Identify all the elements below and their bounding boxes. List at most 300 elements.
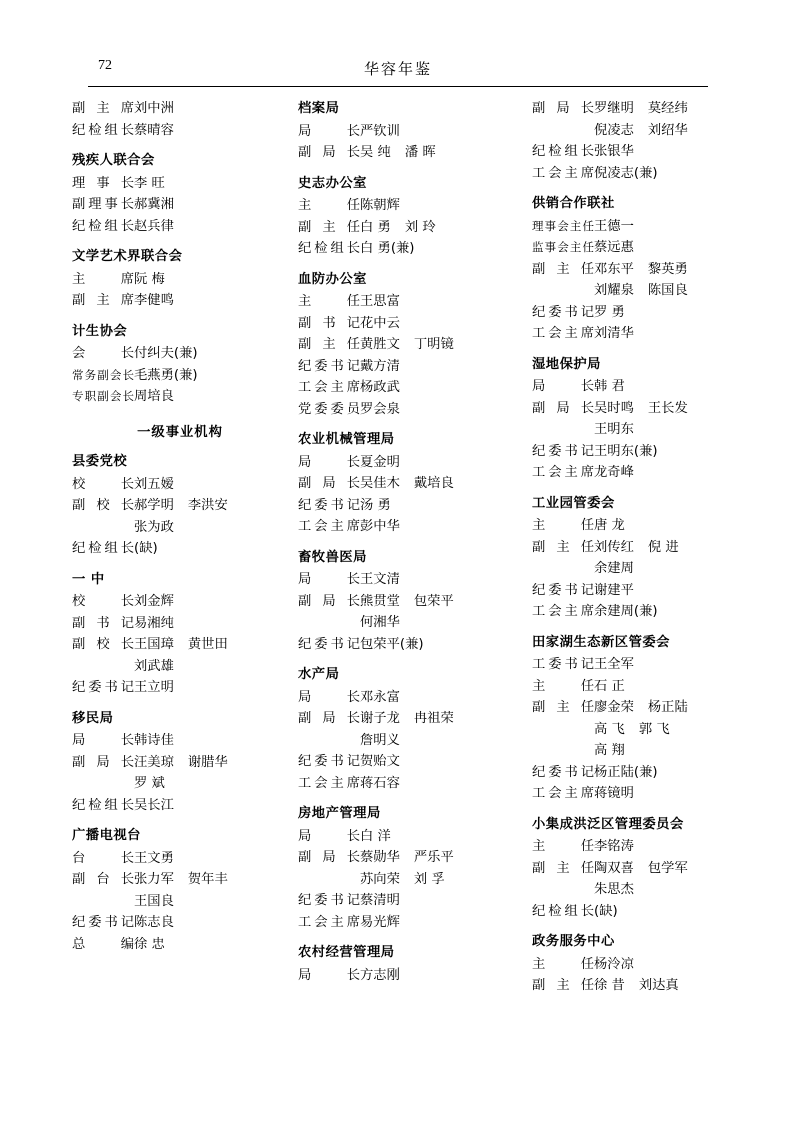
person-names	[134, 934, 288, 956]
directory-row	[298, 217, 514, 239]
person-names	[360, 826, 514, 848]
position-label: 副 书 记	[72, 615, 134, 631]
person-name: 包荣平	[413, 593, 454, 609]
person-name: 李洪安	[187, 498, 228, 513]
position-label: 副 主 任	[532, 261, 594, 277]
position-label: 副 主 任	[532, 978, 594, 993]
person-names	[360, 516, 514, 538]
directory-row	[532, 697, 748, 719]
position-label: 工 会 主 席	[532, 604, 594, 619]
person-names	[594, 398, 748, 420]
person-names	[134, 290, 288, 312]
person-names	[134, 869, 288, 891]
person-name: 蔡清明	[360, 893, 400, 908]
directory-row	[532, 398, 748, 420]
position-label: 主 任	[532, 678, 594, 694]
directory-row	[532, 237, 748, 259]
person-names	[594, 237, 748, 259]
directory-row	[298, 399, 514, 421]
person-name: 蒋石容	[360, 775, 400, 791]
position-label: 总 编	[72, 936, 134, 952]
person-name: 徐 昔	[594, 978, 625, 993]
directory-row	[532, 323, 748, 345]
person-names	[134, 795, 288, 817]
person-names	[134, 613, 288, 635]
person-name: 莫经纬	[647, 101, 688, 116]
person-names	[360, 687, 514, 709]
person-name: 花中云	[360, 315, 400, 331]
person-name: 王德一	[594, 218, 634, 234]
directory-row	[72, 173, 288, 195]
person-name: 阮 梅	[134, 271, 165, 287]
person-names	[594, 975, 748, 997]
person-name: 汤 勇	[360, 497, 391, 513]
person-name: 吴时鸣	[594, 400, 634, 416]
person-names	[594, 259, 748, 281]
position-label: 主 任	[298, 294, 360, 309]
person-name: 杨泠凉	[594, 956, 634, 972]
directory-row	[532, 462, 748, 484]
person-names	[134, 752, 288, 774]
directory-row	[298, 687, 514, 709]
person-name: 付纠夫(兼)	[134, 346, 198, 361]
person-names	[360, 356, 514, 378]
person-name: 陶双喜	[594, 860, 634, 876]
position-label: 副 理 事 长	[72, 197, 134, 212]
position-label: 局 长	[72, 733, 134, 748]
person-names	[594, 376, 748, 398]
person-name: 戴培良	[413, 476, 454, 491]
text-column-2	[288, 98, 514, 995]
person-name: 罗继明	[594, 101, 634, 116]
person-name: 刘 玲	[404, 219, 436, 235]
person-names	[134, 98, 288, 120]
position-label: 校 长	[72, 476, 134, 492]
person-names	[134, 194, 288, 216]
person-name: 谢腊华	[187, 754, 228, 770]
directory-row	[532, 740, 748, 762]
person-names	[134, 517, 288, 539]
organization-name: 县委党校	[72, 454, 128, 469]
book-title: 华容年鉴	[363, 60, 432, 78]
person-name: 毛燕勇(兼)	[134, 367, 198, 383]
position-label: 纪 检 组 长	[72, 122, 134, 138]
position-label: 主 席	[72, 271, 134, 287]
position-label: 局 长	[298, 967, 360, 983]
position-label: 局 长	[298, 454, 360, 470]
directory-row	[298, 773, 514, 795]
organization-block	[72, 150, 288, 237]
person-name: 朱思杰	[594, 882, 634, 897]
person-name: 王全军	[594, 657, 634, 672]
position-label: 工 会 主 席	[532, 165, 594, 181]
directory-row	[532, 98, 748, 120]
person-name: 龙奇峰	[594, 465, 634, 480]
person-names	[360, 473, 514, 495]
organization-block	[298, 547, 514, 656]
person-names	[134, 269, 288, 291]
directory-row	[532, 783, 748, 805]
position-label: 纪 检 组 长	[72, 797, 134, 813]
directory-row	[72, 869, 288, 891]
person-name: 郝学明	[134, 498, 174, 513]
person-names	[360, 612, 514, 634]
directory-row	[72, 634, 288, 656]
organization-name: 政务服务中心	[532, 934, 615, 949]
person-name: 王立明	[134, 680, 174, 695]
directory-row	[72, 290, 288, 312]
position-label: 校 长	[72, 594, 134, 609]
person-name: 韩诗佳	[134, 733, 174, 748]
position-label: 纪 检 组 长	[532, 903, 594, 919]
directory-row	[298, 291, 514, 313]
position-label: 副 书 记	[298, 315, 360, 331]
person-name: 罗 勇	[594, 304, 625, 320]
person-name: 严钦训	[360, 123, 400, 139]
directory-row	[72, 216, 288, 238]
organization-name: 房地产管理局	[298, 806, 381, 821]
person-name: 陈国良	[647, 283, 688, 298]
position-label: 纪 委 书 记	[532, 582, 594, 598]
person-name: 严乐平	[413, 850, 454, 865]
position-label: 纪 委 书 记	[532, 764, 594, 780]
directory-row	[298, 890, 514, 912]
person-name: 刘金辉	[134, 594, 174, 609]
person-name: 汪美琼	[134, 754, 174, 770]
person-names	[594, 280, 748, 302]
directory-row	[532, 836, 748, 858]
person-names	[594, 858, 748, 880]
position-label: 工 会 主 席	[298, 519, 360, 534]
directory-row	[298, 708, 514, 730]
person-name: 詹明义	[360, 732, 400, 748]
person-names	[360, 121, 514, 143]
position-label: 党 委 委 员	[298, 401, 360, 417]
position-label: 纪 委 书 记	[298, 754, 360, 769]
position-label: 副 主 任	[298, 219, 360, 235]
page-number: 72	[98, 58, 112, 73]
person-name: 廖金荣	[594, 700, 634, 715]
directory-row	[72, 474, 288, 496]
directory-row	[298, 195, 514, 217]
person-name: 刘中洲	[134, 101, 174, 116]
person-names	[360, 142, 514, 164]
person-name: 刘达真	[638, 978, 679, 993]
position-label: 副 主 任	[298, 337, 360, 352]
person-name: 苏向荣	[360, 871, 400, 887]
person-name: 戴方清	[360, 358, 400, 374]
person-name: 张为政	[134, 519, 174, 535]
person-name: 方志刚	[360, 967, 400, 983]
position-label: 工 会 主 席	[298, 380, 360, 395]
person-name: 黄世田	[187, 637, 228, 652]
position-label: 局 长	[532, 379, 594, 394]
person-names	[134, 365, 288, 387]
person-names	[594, 954, 748, 976]
organization-block	[72, 569, 288, 699]
directory-row	[532, 654, 748, 676]
position-label: 副 局 长	[532, 400, 594, 416]
person-name: 杨政武	[360, 380, 400, 395]
person-names	[594, 98, 748, 120]
directory-row	[298, 473, 514, 495]
person-name: 刘武雄	[134, 658, 174, 674]
person-names	[134, 343, 288, 365]
person-names	[594, 120, 748, 142]
person-name: 倪 进	[647, 539, 679, 555]
position-label: 纪 委 书 记	[72, 915, 134, 930]
person-name: 陈志良	[134, 915, 174, 930]
position-label: 副 主 任	[532, 860, 594, 876]
organization-name: 供销合作联社	[532, 196, 615, 211]
directory-row	[298, 356, 514, 378]
person-names	[134, 773, 288, 795]
person-name: 包学军	[647, 860, 688, 876]
position-label: 纪 检 组 长	[298, 241, 360, 256]
directory-row	[532, 376, 748, 398]
directory-row	[532, 762, 748, 784]
person-name: 王国良	[134, 893, 174, 909]
directory-row	[532, 858, 748, 880]
person-name: 王思富	[360, 294, 400, 309]
person-names	[594, 879, 748, 901]
position-label: 副 局 长	[72, 754, 134, 770]
person-names	[594, 558, 748, 580]
directory-row	[72, 848, 288, 870]
person-names	[594, 537, 748, 559]
person-names	[134, 656, 288, 678]
directory-row	[72, 365, 288, 387]
person-name: 蔡勋华	[360, 850, 400, 865]
person-name: 王明东(兼)	[594, 443, 658, 459]
position-label: 副 局 长	[298, 711, 360, 726]
person-name: 倪凌志	[594, 122, 634, 138]
text-column-1	[72, 98, 288, 964]
person-name: 陈朝辉	[360, 198, 400, 213]
directory-row	[298, 238, 514, 260]
organization-name: 一 中	[72, 571, 105, 587]
person-name: 倪凌志(兼)	[594, 165, 658, 181]
directory-row	[72, 773, 288, 795]
person-names	[134, 474, 288, 496]
column-container	[72, 98, 722, 1006]
person-names	[594, 515, 748, 537]
person-name: 夏金明	[360, 454, 400, 470]
person-name: 熊贯堂	[360, 593, 400, 609]
person-names	[594, 901, 748, 923]
entry-block	[532, 98, 748, 184]
person-name: 王国璋	[134, 637, 174, 652]
person-names	[360, 912, 514, 934]
directory-row	[298, 516, 514, 538]
directory-row	[532, 120, 748, 142]
person-names	[594, 697, 748, 719]
directory-row	[72, 591, 288, 613]
person-names	[594, 654, 748, 676]
position-label: 专 职 副 会 长	[72, 389, 134, 403]
organization-block	[72, 246, 288, 312]
organization-name: 田家湖生态新区管委会	[532, 634, 670, 650]
position-label: 局 长	[298, 828, 360, 844]
position-label: 纪 委 书 记	[298, 358, 360, 374]
person-names	[360, 847, 514, 869]
position-label: 纪 委 书 记	[72, 680, 134, 695]
directory-row	[298, 612, 514, 634]
position-label: 工 会 主 席	[298, 775, 360, 791]
directory-row	[72, 538, 288, 560]
person-names	[360, 634, 514, 656]
organization-block	[532, 193, 748, 345]
directory-row	[72, 120, 288, 142]
person-names	[360, 591, 514, 613]
directory-row	[72, 495, 288, 517]
directory-row	[72, 891, 288, 913]
person-name: 蔡远惠	[594, 240, 634, 255]
person-name: 高 飞	[594, 721, 625, 737]
directory-row	[532, 719, 748, 741]
person-names	[594, 163, 748, 185]
person-names	[134, 120, 288, 142]
person-names	[594, 302, 748, 324]
directory-row	[298, 847, 514, 869]
directory-row	[298, 452, 514, 474]
directory-row	[298, 826, 514, 848]
organization-block	[532, 632, 748, 805]
person-names	[594, 601, 748, 623]
organization-block	[298, 173, 514, 260]
person-names	[360, 238, 514, 260]
person-names	[360, 313, 514, 335]
person-name: 罗会泉	[360, 401, 400, 417]
directory-row	[532, 601, 748, 623]
person-name: 刘传红	[594, 539, 634, 555]
directory-row	[298, 912, 514, 934]
position-label: 纪 检 组 长	[72, 218, 134, 234]
directory-row	[298, 751, 514, 773]
position-label: 副 局 长	[298, 476, 360, 491]
person-names	[594, 740, 748, 762]
person-name: 吴长江	[134, 797, 174, 813]
position-label: 纪 委 书 记	[298, 497, 360, 513]
person-names	[134, 538, 288, 560]
person-name: 罗 斌	[134, 776, 165, 791]
person-name: 易光辉	[360, 914, 400, 930]
directory-row	[298, 121, 514, 143]
organization-name: 农业机械管理局	[298, 432, 395, 447]
person-name: 王文勇	[134, 850, 174, 866]
directory-row	[532, 302, 748, 324]
organization-name: 血防办公室	[298, 271, 367, 287]
organization-name: 史志办公室	[298, 175, 367, 191]
person-names	[134, 634, 288, 656]
person-names	[360, 452, 514, 474]
organization-name: 文学艺术界联合会	[72, 249, 183, 264]
directory-row	[298, 313, 514, 335]
person-name: 王文清	[360, 572, 400, 587]
header-divider	[88, 86, 708, 87]
person-name: 高 翔	[594, 743, 625, 758]
directory-row	[72, 98, 288, 120]
organization-block	[532, 814, 748, 923]
person-name: 丁明镜	[413, 337, 454, 352]
organization-name: 农村经营管理局	[298, 945, 395, 960]
organization-block	[298, 803, 514, 933]
person-names	[360, 217, 514, 239]
position-label: 工 委 书 记	[532, 657, 594, 672]
organization-name: 广播电视台	[72, 828, 141, 843]
position-label: 主 任	[532, 518, 594, 533]
organization-block	[72, 708, 288, 817]
person-names	[134, 386, 288, 408]
organization-name: 小集成洪泛区管理委员会	[532, 816, 684, 832]
person-names	[134, 495, 288, 517]
person-names	[594, 762, 748, 784]
organization-block	[298, 429, 514, 538]
position-label: 工 会 主 席	[298, 914, 360, 930]
organization-name: 湿地保护局	[532, 356, 601, 372]
directory-row	[298, 495, 514, 517]
directory-row	[532, 419, 748, 441]
directory-row	[72, 795, 288, 817]
person-name: 白 勇	[360, 219, 391, 235]
organization-block	[532, 493, 748, 623]
person-name: 谢建平	[594, 582, 634, 598]
position-label: 副 台 长	[72, 872, 134, 887]
position-label: 副 主 席	[72, 293, 134, 308]
directory-row	[72, 517, 288, 539]
person-name: 邓东平	[594, 261, 634, 277]
person-name: 吴 纯	[360, 145, 391, 160]
person-names	[360, 569, 514, 591]
directory-row	[532, 441, 748, 463]
directory-row	[298, 142, 514, 164]
person-name: 李 旺	[134, 175, 165, 191]
directory-row	[532, 879, 748, 901]
person-names	[360, 399, 514, 421]
organization-name: 档案局	[298, 101, 340, 116]
section-heading: 一级事业机构	[137, 424, 223, 440]
directory-row	[532, 259, 748, 281]
directory-row	[72, 677, 288, 699]
organization-name: 移民局	[72, 710, 114, 726]
organization-block	[298, 269, 514, 421]
person-names	[134, 891, 288, 913]
person-names	[594, 462, 748, 484]
directory-row	[72, 934, 288, 956]
person-name: 余建周(兼)	[594, 604, 658, 619]
position-label: 工 会 主 席	[532, 326, 594, 341]
directory-row	[72, 613, 288, 635]
person-name: 杨正陆	[647, 700, 688, 715]
organization-name: 水产局	[298, 667, 340, 682]
person-name: 韩 君	[594, 379, 625, 394]
person-name: 李健鸣	[134, 293, 174, 308]
directory-row	[532, 975, 748, 997]
person-names	[360, 291, 514, 313]
directory-row	[72, 386, 288, 408]
person-name: 王明东	[594, 422, 634, 437]
organization-name: 畜牧兽医局	[298, 549, 367, 565]
directory-row	[532, 558, 748, 580]
position-label: 纪 检 组 长	[532, 144, 594, 159]
person-name: 徐 忠	[134, 936, 165, 952]
position-label: 主 任	[298, 198, 360, 213]
organization-name: 残疾人联合会	[72, 153, 155, 168]
person-names	[134, 848, 288, 870]
text-column-3	[514, 98, 748, 1006]
person-name: 周培良	[134, 389, 174, 404]
directory-row	[298, 634, 514, 656]
